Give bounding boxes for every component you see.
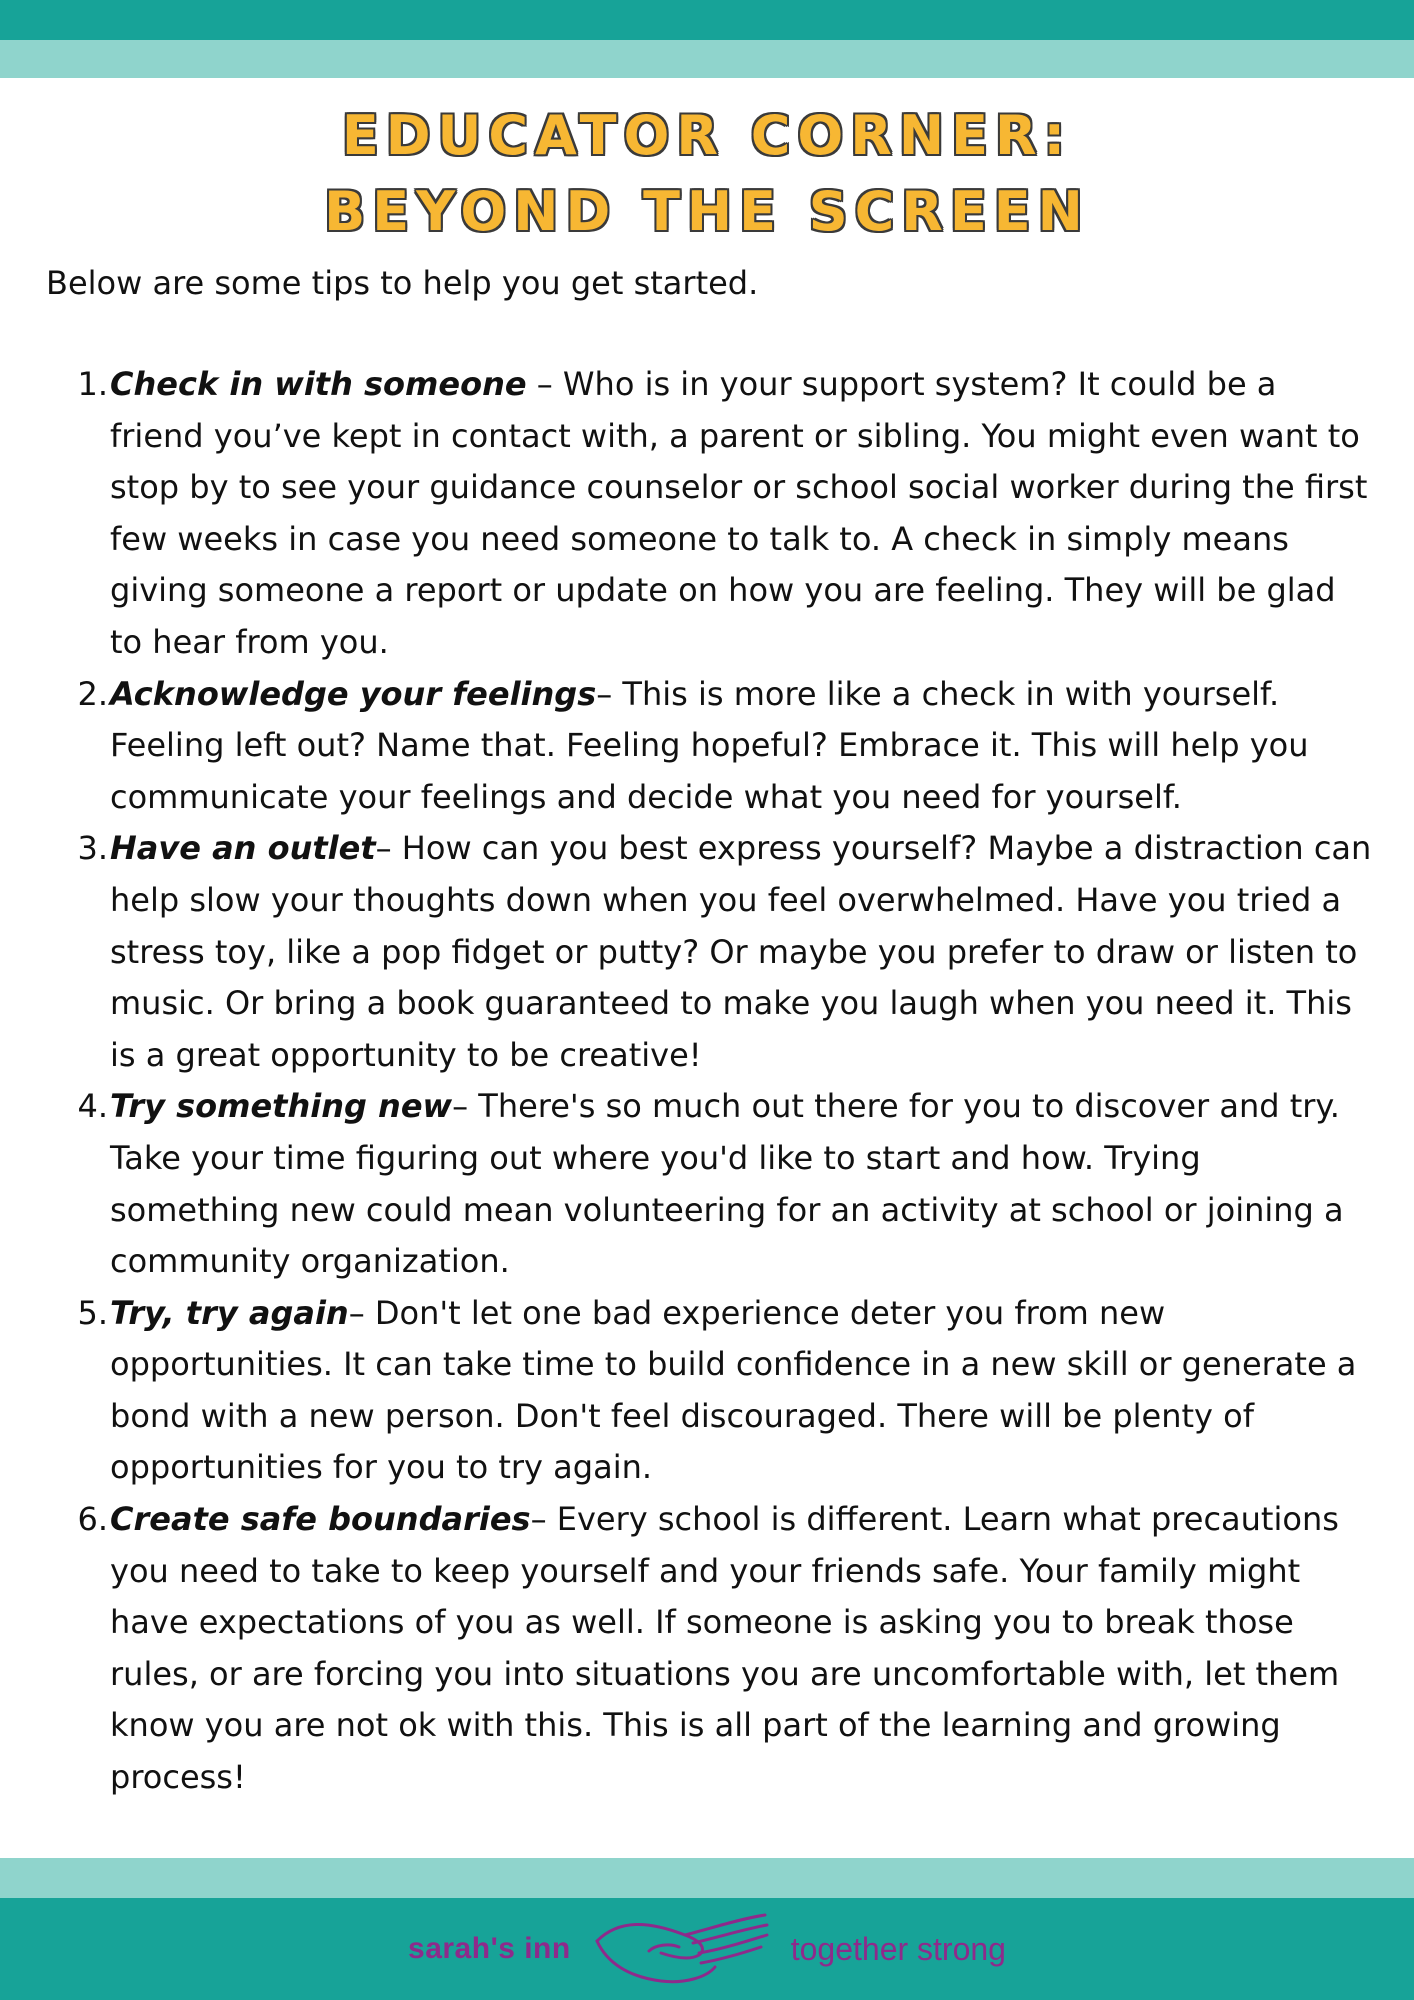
tip-text: – Every school is different. Learn what precautions you need to take to keep yourself and your friends safe. Your family might have expectations of you as well. If someone is asking you to break those rules, or are forcing you into situations you are uncomfortable with, let them know you are not ok with this. This is all part of the learning and growing process!: [110, 1500, 1340, 1797]
tip-number: 2.: [77, 674, 108, 713]
tip-text: – This is more like a check in with yourself. Feeling left out? Name that. Feeling hopeful? Embrace it. This will help you communicate your feelings and decide what you need for yourself.: [110, 674, 1309, 816]
brand-name: sarah's inn: [408, 1932, 571, 1965]
tip-item: [56, 1288, 1376, 1494]
tip-number: 3.: [77, 829, 108, 868]
tip-item: [56, 669, 1376, 824]
tip-title: Try something new: [110, 1087, 453, 1126]
tip-number: 4.: [77, 1087, 108, 1126]
tip-text: – How can you best express yourself? Maybe a distraction can help slow your thoughts down when you feel overwhelmed. Have you tried a stress toy, like a pop fidget or putty? Or maybe you prefer to draw or listen to music. Or bring a book guaranteed to make you laugh when you need it. This is a great opportunity to be creative!: [110, 829, 1372, 1074]
tip-title: Acknowledge your feelings: [110, 674, 597, 713]
tagline: together strong: [790, 1930, 1006, 1967]
tip-title: Try, try again: [110, 1293, 349, 1332]
hands-icon: [589, 1911, 773, 1987]
tip-item: [56, 359, 1376, 669]
page-title-line-2: BEYOND THE SCREEN: [324, 180, 1090, 243]
top-band-dark: [0, 0, 1414, 40]
tip-title: Check in with someone: [110, 365, 527, 403]
page-title: [0, 98, 1414, 250]
tip-title: Create safe boundaries: [110, 1500, 531, 1539]
tip-text: – There's so much out there for you to discover and try. Take your time figuring out where you'd like to start and how. Trying something new could mean volunteering for an activity at school or joining a community organization.: [110, 1087, 1344, 1281]
tip-number: 1.: [77, 365, 108, 403]
tip-text: – Who is in your support system? It could be a friend you’ve kept in contact with, a parent or sibling. You might even want to stop by to see your guidance counselor or school social worker during the first few weeks in case you need someone to talk to. A check in simply means giving someone a report or update on how you are feeling. They will be glad to hear from you.: [110, 365, 1368, 661]
tip-title: Have an outlet: [110, 829, 376, 868]
tip-text: – Don't let one bad experience deter you from new opportunities. It can take time to build confidence in a new skill or generate a bond with a new person. Don't feel discouraged. There will be plenty of opportunities for you to try again.: [110, 1293, 1357, 1487]
footer-brand: [0, 1898, 1414, 2000]
tip-number: 6.: [77, 1500, 108, 1539]
page-title-line-1: EDUCATOR CORNER:: [341, 104, 1073, 167]
intro-text: Below are some tips to help you get started.: [46, 264, 759, 302]
tip-item: [56, 1494, 1376, 1804]
tips-list: [56, 359, 1376, 1804]
bottom-band-light: [0, 1858, 1414, 1898]
tip-item: [56, 823, 1376, 1081]
top-band-light: [0, 40, 1414, 78]
tip-item: [56, 1081, 1376, 1287]
tip-number: 5.: [77, 1293, 108, 1332]
